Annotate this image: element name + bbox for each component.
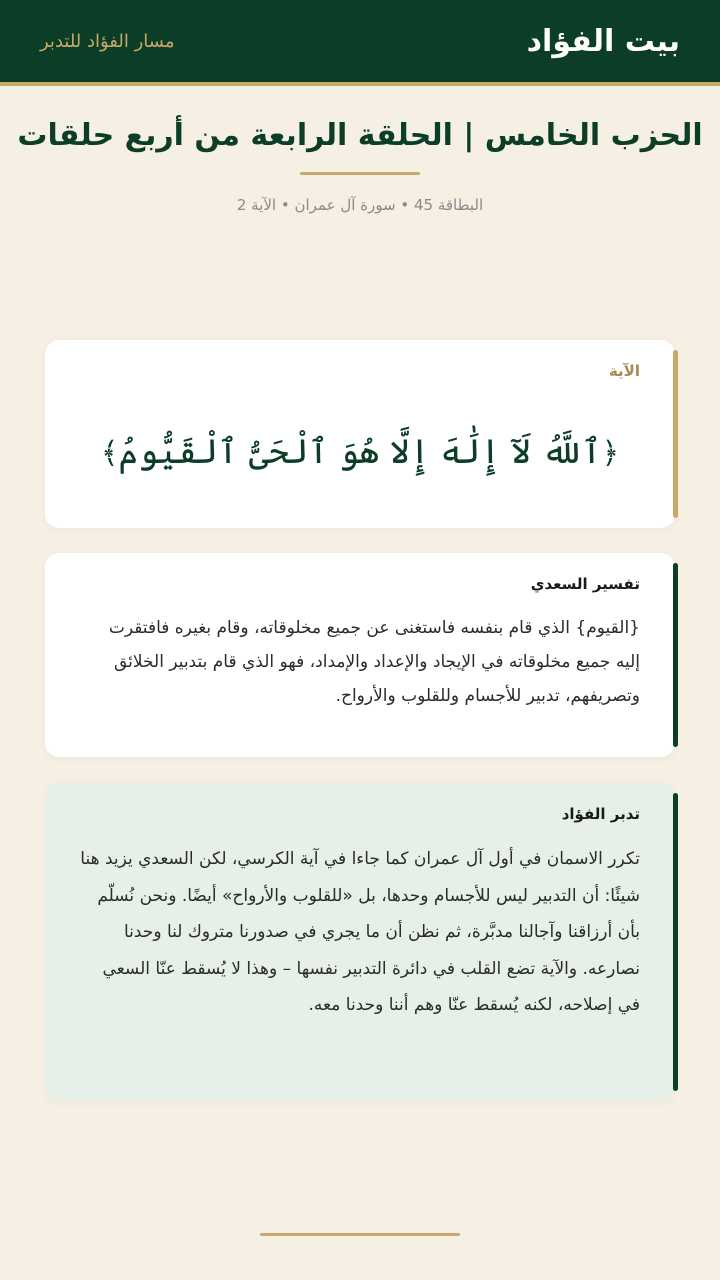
card-meta: البطاقة 45 • سورة آل عمران • الآية 2 — [236, 196, 484, 214]
tafsir-text: {القيوم} الذي قام بنفسه فاستغنى عن جميع مخلوقاته، وقام بغيره فافتقرت إليه جميع مخلوقاته في الإيجاد والإعداد والإمداد، فهو الذي قام بتدبير الخلائق وتصريفهم، تدبير للأجسام وللقلوب والأرواح. — [108, 618, 640, 706]
tadabbur-card-accent-bar — [673, 793, 678, 1091]
tadabbur-text: تكرر الاسمان في أول آل عمران كما جاءا في آية الكرسي، لكن السعدي يزيد هنا شيئًا: أن التدبير ليس للأجسام وحدها، بل «للقلوب والأرواح» أيضًا. ونحن نُسلّم بأن أرزاقنا وآجالنا مدبَّرة، ثم نظن أن ما يجري في صدورنا متروك لنا وحدنا نصارعه. والآية تضع القلب في دائرة التدبير نفسها – وهذا لا يُسقط عنّا السعي في إصلاحه، لكنه يُسقط عنّا وهم أننا وحدنا معه. — [80, 849, 640, 1015]
tadabbur-card — [45, 783, 675, 1101]
verse-label: الآية — [608, 362, 640, 380]
app-header — [0, 0, 720, 86]
tafsir-card-accent-bar — [673, 563, 678, 747]
verse-text: ٱللَّهُ لَآ إِلَٰهَ إِلَّا هُوَ ٱلْحَىُّ ٱلْقَيُّومُ — [118, 432, 602, 472]
title-divider — [300, 172, 420, 175]
brand-title[interactable]: بيت الفؤاد — [526, 23, 680, 59]
verse-card — [45, 340, 675, 528]
verse-text-container — [45, 422, 675, 484]
tadabbur-label: تدبر الفؤاد — [561, 805, 640, 823]
verse-open-ornament: ﴿ — [601, 436, 620, 471]
brand-tagline: مسار الفؤاد للتدبر — [40, 30, 175, 52]
bottom-divider — [260, 1233, 460, 1236]
verse-close-ornament: ﴾ — [100, 436, 119, 471]
page-title: الحزب الخامس | الحلقة الرابعة من أربع حلقات — [17, 118, 703, 153]
tafsir-card — [45, 553, 675, 757]
tafsir-label: تفسير السعدي — [530, 575, 640, 593]
